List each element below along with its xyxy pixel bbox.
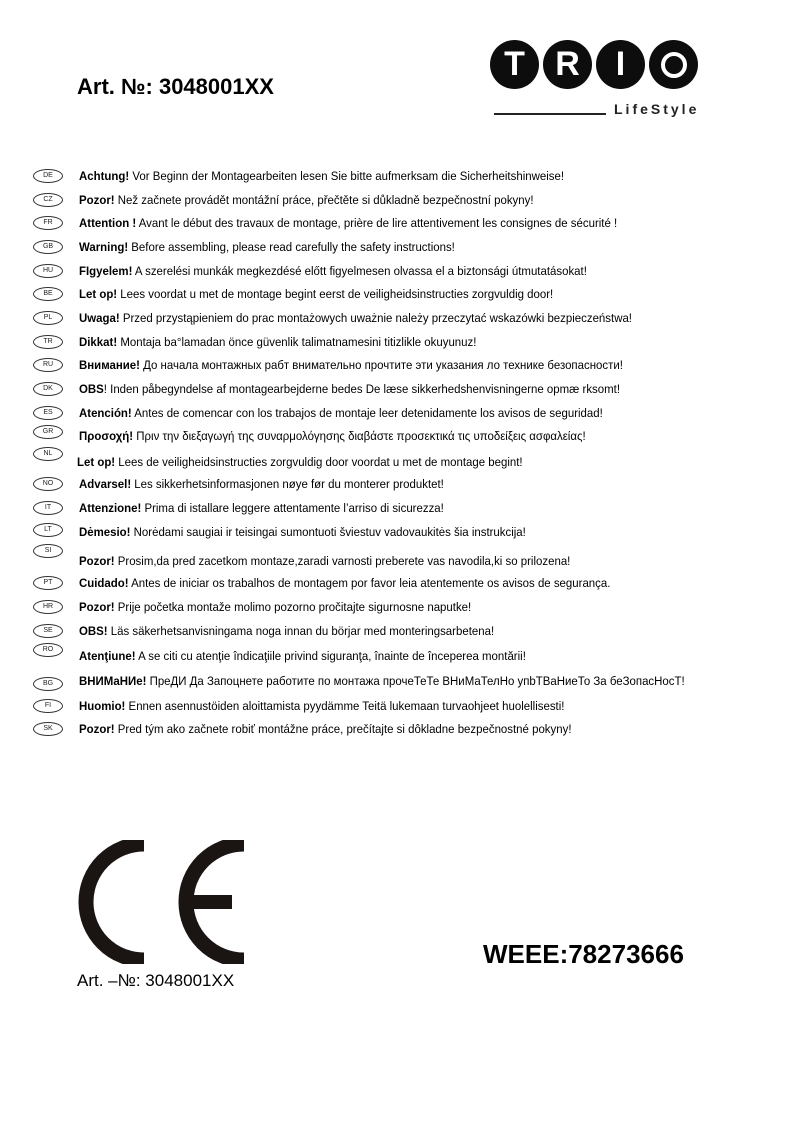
warning-row-si bbox=[33, 544, 773, 572]
logo-rule bbox=[494, 113, 606, 115]
warning-text bbox=[79, 600, 471, 614]
ring-icon bbox=[661, 52, 687, 78]
logo-tagline-row bbox=[490, 97, 715, 121]
warning-text bbox=[79, 429, 586, 443]
warning-text bbox=[79, 311, 632, 325]
warning-heading: Attention ! bbox=[79, 216, 137, 231]
warning-body: Než začnete provádět montážní práce, přečtěte si důkladně bezpečnostní pokyny! bbox=[114, 192, 534, 207]
warning-text bbox=[79, 674, 685, 688]
warning-body: ПреДИ Да Запоцнете работите по монтажа прочеТеТе ВНиМаТелНо упbТВаНиеТо За беЗопасНосТ! bbox=[146, 674, 685, 689]
country-badge: HU bbox=[33, 264, 63, 278]
warning-body: Prosim,da pred zacetkom montaze,zaradi varnosti preberete vas navodila,ki so prilozena! bbox=[114, 553, 571, 568]
warning-text bbox=[79, 264, 587, 278]
warning-heading: Advarsel! bbox=[79, 477, 132, 492]
country-badge: LT bbox=[33, 523, 63, 537]
country-badge: SI bbox=[33, 544, 63, 558]
warning-body: Przed przystąpieniem do prac montażowych uważnie należy przeczytać wskazówki bezpieczeństwa! bbox=[119, 310, 632, 325]
warning-body: Läs säkerhetsanvisningama noga innan du börjar med monteringsarbetena! bbox=[107, 623, 495, 638]
warning-body: Lees de veiligheidsinstructies zorgvuldig door voordat u met de montage begint! bbox=[115, 454, 523, 469]
warning-row-ro bbox=[33, 643, 773, 669]
country-badge: CZ bbox=[33, 193, 63, 207]
warning-row-fi bbox=[33, 694, 773, 718]
warning-heading: Uwaga! bbox=[79, 310, 120, 325]
warning-row-se bbox=[33, 619, 773, 643]
warning-row-lt bbox=[33, 520, 773, 544]
warning-heading: Let op! bbox=[79, 287, 118, 302]
safety-warnings-list bbox=[33, 164, 773, 741]
logo-letter-r: R bbox=[543, 40, 592, 89]
warning-row-gb bbox=[33, 235, 773, 259]
warning-body: ! Inden påbegyndelse af montagearbejderne bedes De læse sikkerhedshenvisningerne opmæ rksomt! bbox=[103, 382, 620, 397]
article-number-header: Art. №: 3048001XX bbox=[77, 74, 274, 99]
country-badge: BE bbox=[33, 287, 63, 301]
warning-row-pl bbox=[33, 306, 773, 330]
warning-heading: Pozor! bbox=[79, 553, 115, 568]
warning-heading: Let op! bbox=[77, 454, 116, 469]
country-badge: NO bbox=[33, 477, 63, 491]
warning-row-de bbox=[33, 164, 773, 188]
warning-row-fr bbox=[33, 211, 773, 235]
warning-row-ru bbox=[33, 354, 773, 378]
warning-body: Avant le début des travaux de montage, prière de lire attentivement les consignes de sécurité ! bbox=[136, 216, 618, 231]
warning-body: A se citi cu atenţie îndicaţiile privind siguranţa, înainte de începerea montării! bbox=[135, 648, 526, 663]
warning-heading: Pozor! bbox=[79, 722, 115, 737]
warning-body: Norėdami saugiai ir teisingai sumontuoti šviestuv vadovaukitės šia instrukcija! bbox=[130, 524, 526, 539]
warning-text bbox=[79, 382, 620, 396]
country-badge: IT bbox=[33, 501, 63, 515]
warning-body: Les sikkerhetsinformasjonen nøye før du monterer produktet! bbox=[131, 477, 444, 492]
country-badge: DK bbox=[33, 382, 63, 396]
warning-row-nl bbox=[33, 447, 773, 473]
warning-body: A szerelési munkák megkezdésé előtt figyelmesen olvassa el a biztonsági útmutatásokat! bbox=[132, 263, 587, 278]
warning-row-dk bbox=[33, 377, 773, 401]
warning-row-hr bbox=[33, 595, 773, 619]
warning-text bbox=[79, 525, 526, 539]
warning-text bbox=[79, 722, 572, 736]
warning-body: До начала монтажных рабт внимательно прочтите эти указания ло технике безопасности! bbox=[139, 358, 623, 373]
logo-tagline: LifeStyle bbox=[614, 101, 700, 117]
warning-body: Before assembling, please read carefully the safety instructions! bbox=[128, 239, 455, 254]
warning-heading: Attenzione! bbox=[79, 501, 142, 516]
warning-row-gr bbox=[33, 425, 773, 447]
warning-body: Prije početka montaže molimo pozorno pročitajte sigurnosne naputke! bbox=[114, 600, 472, 615]
warning-text bbox=[79, 216, 617, 230]
warning-heading: Achtung! bbox=[79, 168, 130, 183]
warning-text bbox=[79, 358, 623, 372]
country-badge: TR bbox=[33, 335, 63, 349]
warning-heading: Pozor! bbox=[79, 192, 115, 207]
warning-text bbox=[79, 193, 534, 207]
country-badge: ES bbox=[33, 406, 63, 420]
country-badge: GR bbox=[33, 425, 63, 439]
warning-heading: Προσοχή! bbox=[79, 428, 134, 443]
warning-heading: Pozor! bbox=[79, 600, 115, 615]
warning-heading: Atención! bbox=[79, 405, 132, 420]
country-badge: HR bbox=[33, 600, 63, 614]
warning-body: Montaja ba°lamadan önce güvenlik talimatnamesini titizlikle okuyunuz! bbox=[117, 334, 477, 349]
warning-text bbox=[79, 477, 444, 491]
warning-body: Vor Beginn der Montagearbeiten lesen Sie bitte aufmerksam die Sicherheitshinweise! bbox=[129, 168, 565, 183]
trio-lifestyle-logo bbox=[490, 40, 715, 125]
warning-heading: Warning! bbox=[79, 239, 129, 254]
warning-heading: Atenţiune! bbox=[79, 648, 136, 663]
warning-row-hu bbox=[33, 259, 773, 283]
warning-text bbox=[79, 287, 553, 301]
warning-text bbox=[79, 501, 444, 515]
warning-row-es bbox=[33, 401, 773, 425]
country-badge: DE bbox=[33, 169, 63, 183]
warning-row-be bbox=[33, 282, 773, 306]
warning-text bbox=[79, 554, 570, 568]
warning-body: Ennen asennustöiden aloittamista pyydämme Teitä lukemaan turvaohjeet huolellisesti! bbox=[125, 698, 565, 713]
warning-body: Πριν την διεξαγωγή της συναρμολόγησης διαβάστε προσεκτικά τις υποδείξεις ασφαλείας! bbox=[133, 428, 586, 443]
weee-number: WEEE:78273666 bbox=[483, 939, 684, 969]
warning-row-sk bbox=[33, 717, 773, 741]
country-badge: FR bbox=[33, 216, 63, 230]
warning-heading: Внимание! bbox=[79, 358, 140, 373]
warning-text bbox=[79, 335, 476, 349]
warning-row-pt bbox=[33, 572, 773, 596]
warning-heading: Dikkat! bbox=[79, 334, 118, 349]
warning-text bbox=[79, 240, 455, 254]
warning-row-bg bbox=[33, 669, 773, 694]
logo-circles bbox=[490, 40, 715, 89]
warning-text bbox=[77, 455, 523, 469]
warning-body: Antes de comencar con los trabajos de montaje leer detenidamente los avisos de seguridad! bbox=[131, 405, 603, 420]
country-badge: GB bbox=[33, 240, 63, 254]
country-badge: PT bbox=[33, 576, 63, 590]
logo-letter-o-icon bbox=[649, 40, 698, 89]
warning-heading: OBS! bbox=[79, 623, 108, 638]
logo-letter-t: T bbox=[490, 40, 539, 89]
warning-text bbox=[79, 649, 526, 663]
country-badge: SK bbox=[33, 722, 63, 736]
country-badge: NL bbox=[33, 447, 63, 461]
warning-body: Pred tým ako začnete robiť montážne práce, prečítajte si dôkladne bezpečnostné pokyny! bbox=[114, 722, 572, 737]
warning-heading: Huomio! bbox=[79, 698, 126, 713]
article-number-footer: Art. –№: 3048001XX bbox=[77, 971, 235, 990]
warning-text bbox=[79, 699, 564, 713]
country-badge: RU bbox=[33, 358, 63, 372]
warning-heading: OBS bbox=[79, 382, 104, 397]
warning-text bbox=[79, 169, 564, 183]
warning-row-tr bbox=[33, 330, 773, 354]
warning-row-it bbox=[33, 496, 773, 520]
country-badge: FI bbox=[33, 699, 63, 713]
country-badge: SE bbox=[33, 624, 63, 638]
warning-text bbox=[79, 576, 610, 590]
warning-heading: FIgyelem! bbox=[79, 263, 133, 278]
warning-text bbox=[79, 624, 494, 638]
country-badge: RO bbox=[33, 643, 63, 657]
warning-heading: ВНИМаНИе! bbox=[79, 674, 147, 689]
ce-mark-icon bbox=[72, 840, 248, 964]
warning-row-cz bbox=[33, 188, 773, 212]
country-badge: PL bbox=[33, 311, 63, 325]
warning-body: Prima di istallare leggere attentamente l’arriso di sicurezza! bbox=[141, 501, 444, 516]
warning-row-no bbox=[33, 473, 773, 497]
warning-heading: Dėmesio! bbox=[79, 524, 131, 539]
warning-body: Lees voordat u met de montage begint eerst de veiligheidsinstructies zorgvuldig door! bbox=[117, 287, 554, 302]
warning-heading: Cuidado! bbox=[79, 576, 129, 591]
logo-letter-i: I bbox=[596, 40, 645, 89]
warning-body: Antes de iniciar os trabalhos de montagem por favor leia atentemente os avisos de segurança. bbox=[128, 576, 611, 591]
warning-text bbox=[79, 406, 603, 420]
country-badge: BG bbox=[33, 677, 63, 691]
